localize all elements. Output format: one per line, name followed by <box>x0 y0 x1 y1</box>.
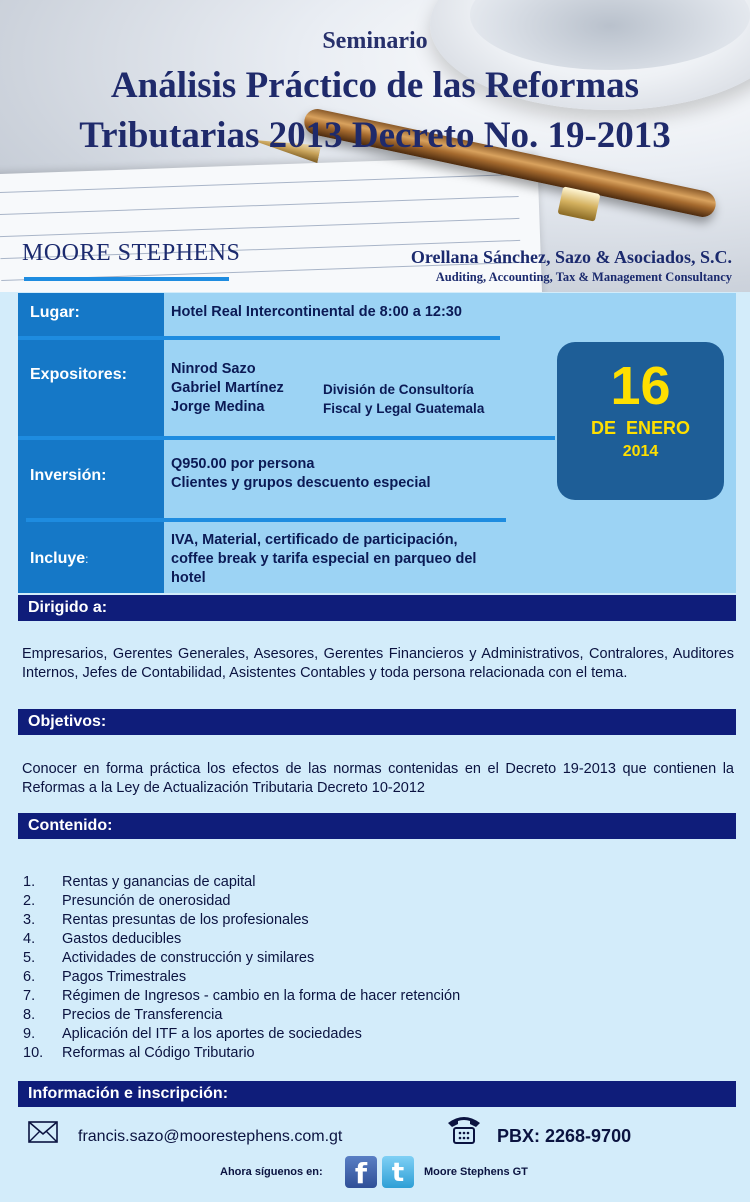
seminar-kicker: Seminario <box>322 28 428 54</box>
twitter-icon[interactable]: t <box>382 1156 414 1188</box>
separator <box>18 436 555 440</box>
list-item: 3. Rentas presuntas de los profesionales <box>23 912 309 928</box>
expositores-label: Expositores: <box>30 366 127 383</box>
follow-us-text: Ahora síguenos en: <box>220 1166 323 1178</box>
date-badge <box>557 342 724 500</box>
contact-phone: PBX: 2268-9700 <box>497 1126 632 1146</box>
facebook-icon[interactable]: f <box>345 1156 377 1188</box>
speaker-1: Ninrod Sazo <box>171 361 256 377</box>
speaker-2: Gabriel Martínez <box>171 380 284 396</box>
incluye-line-1: IVA, Material, certificado de participación, <box>171 532 458 548</box>
title-line-2: Tributarias 2013 Decreto No. 19-2013 <box>79 115 671 156</box>
date-day: 16 <box>610 356 671 416</box>
separator <box>26 518 506 522</box>
incluye-label: Incluye: <box>30 550 89 567</box>
incluye-line-2: coffee break y tarifa especial en parqueo del <box>171 551 477 567</box>
list-item: 1. Rentas y ganancias de capital <box>23 874 256 890</box>
list-item: 8. Precios de Transferencia <box>23 1007 223 1023</box>
envelope-icon <box>28 1121 58 1143</box>
date-month: DE ENERO <box>590 418 691 438</box>
inversion-label: Inversión: <box>30 467 107 484</box>
list-item: 6. Pagos Trimestrales <box>23 969 187 985</box>
division-line-1: División de Consultoría <box>323 382 474 397</box>
list-item: 4. Gastos deducibles <box>23 931 182 947</box>
inversion-line-1: Q950.00 por persona <box>171 456 315 472</box>
title-line-1: Análisis Práctico de las Reformas <box>110 65 640 106</box>
social-account-name: Moore Stephens GT <box>424 1166 528 1178</box>
contenido-heading: Contenido: <box>18 813 736 839</box>
orellana-tagline: Auditing, Accounting, Tax & Management Consultancy <box>435 270 732 284</box>
logo-underline <box>24 277 229 281</box>
telephone-icon <box>446 1113 482 1145</box>
lugar-value: Hotel Real Intercontinental de 8:00 a 12:30 <box>171 304 462 320</box>
objetivos-text: Conocer en forma práctica los efectos de las normas contenidas en el Decreto 19-2013 que contienen la Reformas a la Ley de Actualización Tributaria Decreto 10-2012 <box>22 761 734 796</box>
inversion-line-2: Clientes y grupos descuento especial <box>171 475 431 491</box>
list-item: 5. Actividades de construcción y similares <box>23 950 315 966</box>
objetivos-heading: Objetivos: <box>18 709 736 735</box>
list-item: 9. Aplicación del ITF a los aportes de sociedades <box>23 1026 362 1042</box>
list-item: 2. Presunción de onerosidad <box>23 893 231 909</box>
separator <box>18 336 500 340</box>
informacion-heading: Información e inscripción: <box>18 1081 736 1107</box>
lugar-label: Lugar: <box>30 304 80 321</box>
list-item: 10. Reformas al Código Tributario <box>23 1045 255 1061</box>
speaker-3: Jorge Medina <box>171 399 265 415</box>
division-line-2: Fiscal y Legal Guatemala <box>323 401 485 416</box>
contact-email[interactable]: francis.sazo@moorestephens.com.gt <box>78 1128 343 1145</box>
dirigido-heading: Dirigido a: <box>18 595 736 621</box>
dirigido-text: Empresarios, Gerentes Generales, Asesores, Gerentes Financieros y Administrativos, Contralores, Auditores Internos, Jefes de Contabilidad, Asistentes Contables y toda persona relacionada con el tema. <box>22 646 734 681</box>
incluye-line-3: hotel <box>171 570 206 586</box>
date-year: 2014 <box>622 443 659 460</box>
moore-stephens-logo: MOORE STEPHENS <box>22 240 241 266</box>
orellana-logo: Orellana Sánchez, Sazo & Asociados, S.C. <box>410 247 732 267</box>
list-item: 7. Régimen de Ingresos - cambio en la forma de hacer retención <box>23 988 461 1004</box>
